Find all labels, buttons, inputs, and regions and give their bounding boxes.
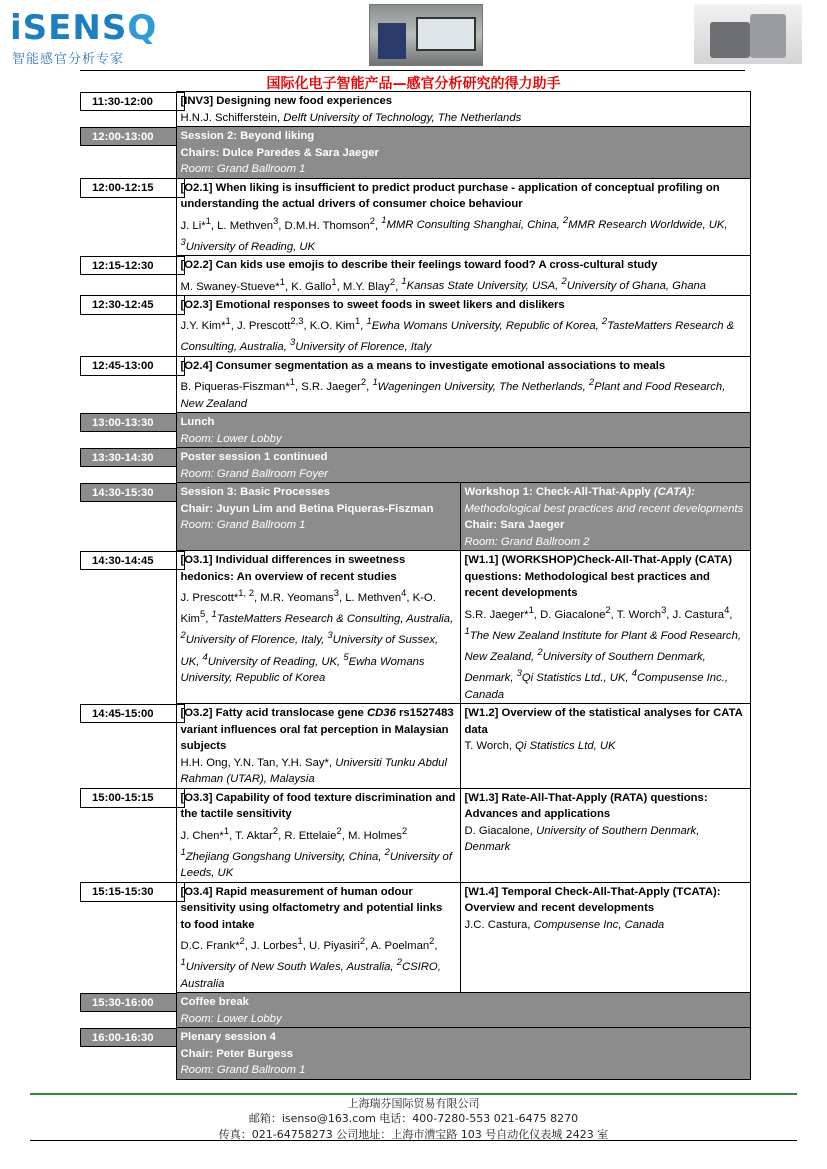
authors: J. Chen*$^1$, T. Aktar$^2$, R. Ettelaie$^2$, M. Holmes$^2$ $^1$Zhejiang Gongshang University, China, $^2$University of Leeds, UK bbox=[180, 824, 452, 880]
time-slot: 15:30-16:00 bbox=[80, 993, 185, 1013]
session-cell-right bbox=[460, 704, 750, 789]
time-slot: 12:00-13:00 bbox=[80, 127, 185, 147]
authors: B. Piqueras-Fiszman*$^1$, S.R. Jaeger$^2$, $^1$Wageningen University, The Netherlands, $^2$Plant and Food Research, New Zealand bbox=[180, 376, 726, 410]
authors: J. Prescott*$^{1, 2}$, M.R. Yeomans$^3$, L. Methven$^4$, K-O. Kim$^5$, $^1$TasteMatters Research & Consulting, Australia, $^2$University of Florence, Italy, $^3$University of Sussex, UK, $^4$University of Reading, UK, $^5$Ewha Womans University, Republic of Korea bbox=[180, 587, 454, 685]
session-title: Coffee break bbox=[180, 996, 249, 1009]
room: Room: Grand Ballroom 1 bbox=[180, 163, 306, 175]
schedule-table bbox=[80, 91, 751, 1080]
session-title: [O3.2] Fatty acid translocase gene CD36 rs1527483 variant influences oral fat perception in Malaysian subjects bbox=[180, 707, 454, 753]
room: Room: Grand Ballroom 1 bbox=[180, 519, 306, 532]
time-slot: 13:30-14:30 bbox=[80, 448, 185, 468]
session-cell-left bbox=[176, 788, 460, 882]
session-title: Session 2: Beyond liking bbox=[180, 130, 315, 142]
session-title: [INV3] Designing new food experiences bbox=[180, 95, 393, 107]
table-row bbox=[80, 413, 750, 448]
table-row bbox=[80, 882, 750, 993]
session-title: Lunch bbox=[180, 416, 215, 429]
footer-divider-bottom bbox=[30, 1140, 797, 1141]
session-cell-right bbox=[460, 788, 750, 882]
session-title: [O2.2] Can kids use emojis to describe their feelings toward food? A cross-cultural study bbox=[180, 259, 658, 272]
session-title: [W1.2] Overview of the statistical analyses for CATA data bbox=[464, 707, 743, 736]
session-cell-left bbox=[176, 704, 460, 789]
room: Room: Grand Ballroom 1 bbox=[180, 1064, 306, 1077]
session-title: [W1.3] Rate-All-That-Apply (RATA) questions: Advances and applications bbox=[464, 791, 708, 821]
session-title: [W1.4] Temporal Check-All-That-Apply (TCATA): Overview and recent developments bbox=[464, 885, 721, 915]
session-cell-right bbox=[460, 882, 750, 993]
time-slot: 12:00-12:15 bbox=[80, 178, 185, 198]
time-slot: 12:45-13:00 bbox=[80, 356, 185, 376]
time-slot: 16:00-16:30 bbox=[80, 1028, 185, 1048]
time-slot: 14:45-15:00 bbox=[80, 704, 185, 724]
time-slot: 12:30-12:45 bbox=[80, 295, 185, 315]
footer-address: 传真：021-64758273 公司地址：上海市漕宝路 103 号自动化仪表城 2423 室 bbox=[218, 1128, 609, 1141]
table-row bbox=[80, 551, 750, 704]
footer-contact: 邮箱：isenso@163.com 电话：400-7280-553 021-6475 8270 bbox=[248, 1112, 579, 1125]
authors: J.C. Castura, Compusense Inc, Canada bbox=[464, 918, 665, 931]
session-subtitle: Methodological best practices and recent developments bbox=[464, 502, 744, 515]
room: Room: Lower Lobby bbox=[180, 432, 282, 445]
session-title: Workshop 1: Check-All-That-Apply (CATA): bbox=[464, 486, 695, 499]
authors: T. Worch, Qi Statistics Ltd, UK bbox=[464, 740, 616, 753]
authors: S.R. Jaeger*$^1$, D. Giacalone$^2$, T. Worch$^3$, J. Castura$^4$, $^1$The New Zealand Institute for Plant & Food Research, New Zealand, $^2$University of Southern Denmark, Denmark, $^3$Qi Statistics Ltd., UK, $^4$Compusense Inc., Canada bbox=[464, 603, 741, 701]
session-title: [O2.1] When liking is insufficient to predict product purchase - application of conceptual profiling on understanding the actual drivers of consumer choice behaviour bbox=[180, 181, 720, 210]
session-title: Plenary session 4 bbox=[180, 1031, 276, 1044]
authors: H.H. Ong, Y.N. Tan, Y.H. Say*, Universiti Tunku Abdul Rahman (UTAR), Malaysia bbox=[180, 756, 447, 786]
device-photo bbox=[694, 4, 802, 64]
session-cell-left bbox=[176, 882, 460, 993]
time-slot: 11:30-12:00 bbox=[80, 92, 185, 112]
session-chair: Chair: Sara Jaeger bbox=[464, 519, 565, 532]
authors: H.N.J. Schifferstein, Delft University of Technology, The Netherlands bbox=[180, 111, 522, 124]
session-cell bbox=[176, 448, 750, 483]
room: Room: Lower Lobby bbox=[180, 1012, 282, 1025]
session-title: [O3.3] Capability of food texture discrimination and the tactile sensitivity bbox=[180, 791, 456, 821]
table-row bbox=[80, 178, 750, 256]
session-title: [O2.4] Consumer segmentation as a means to investigate emotional associations to meals bbox=[180, 359, 666, 372]
session-title: [O3.1] Individual differences in sweetness hedonics: An overview of recent studies bbox=[180, 554, 406, 583]
table-row bbox=[80, 993, 750, 1028]
session-cell bbox=[176, 295, 750, 356]
session-chair: Chair: Juyun Lim and Betina Piqueras-Fiszman bbox=[180, 502, 434, 515]
table-row bbox=[80, 704, 750, 789]
authors: D.C. Frank*$^2$, J. Lorbes$^1$, U. Piyasiri$^2$, A. Poelman$^2$, $^1$University of New South Wales, Australia, $^2$CSIRO, Australia bbox=[180, 935, 441, 990]
slogan: 国际化电子智能产品—感官分析研究的得力助手 bbox=[266, 76, 561, 92]
session-cell-left bbox=[176, 483, 460, 551]
session-cell bbox=[176, 413, 750, 448]
time-slot: 12:15-12:30 bbox=[80, 256, 185, 276]
logo-subtitle: 智能感官分析专家 bbox=[12, 52, 125, 67]
session-cell bbox=[176, 92, 750, 127]
table-row bbox=[80, 127, 750, 179]
time-slot: 15:15-15:30 bbox=[80, 882, 185, 902]
session-chair: Chairs: Dulce Paredes & Sara Jaeger bbox=[180, 146, 379, 159]
session-cell-right bbox=[460, 483, 750, 551]
room: Room: Grand Ballroom 2 bbox=[464, 535, 590, 548]
time-slot: 14:30-14:45 bbox=[80, 551, 185, 571]
table-row bbox=[80, 448, 750, 483]
table-row bbox=[80, 788, 750, 882]
session-title: Poster session 1 continued bbox=[180, 451, 328, 464]
time-slot: 13:00-13:30 bbox=[80, 413, 185, 433]
instrument-photo bbox=[369, 4, 483, 66]
authors: D. Giacalone, University of Southern Denmark, Denmark bbox=[464, 824, 700, 854]
table-row bbox=[80, 92, 750, 127]
table-row bbox=[80, 1028, 750, 1080]
footer-company: 上海瑞芬国际贸易有限公司 bbox=[347, 1097, 480, 1110]
table-row bbox=[80, 295, 750, 356]
time-slot: 15:00-15:15 bbox=[80, 788, 185, 808]
session-cell-left bbox=[176, 551, 460, 704]
time-slot: 14:30-15:30 bbox=[80, 483, 185, 503]
session-title: [W1.1] (WORKSHOP)Check-All-That-Apply (CATA) questions: Methodological best practices and recent developments bbox=[464, 554, 733, 600]
table-row bbox=[80, 483, 750, 551]
session-title: [O3.4] Rapid measurement of human odour sensitivity using olfactometry and potential links to food intake bbox=[180, 885, 443, 931]
session-cell bbox=[176, 178, 750, 256]
room: Room: Grand Ballroom Foyer bbox=[180, 467, 329, 480]
session-title: [O2.3] Emotional responses to sweet foods in sweet likers and dislikers bbox=[180, 298, 565, 311]
table-row bbox=[80, 356, 750, 412]
authors: M. Swaney-Stueve*$^1$, K. Gallo$^1$, M.Y. Blay$^2$, $^1$Kansas State University, USA, $^2$University of Ghana, Ghana bbox=[180, 275, 707, 293]
session-cell bbox=[176, 127, 750, 179]
header-divider bbox=[80, 70, 745, 71]
isensq-logo: iSENSQ 智能感官分析专家 bbox=[10, 8, 158, 67]
authors: J.Y. Kim*$^1$, J. Prescott$^{2,3}$, K.O. Kim$^1$, $^1$Ewha Womans University, Republic of Korea, $^2$TasteMatters Research & Consulting, Australia, $^3$University of Florence, Italy bbox=[180, 315, 735, 354]
session-cell bbox=[176, 993, 750, 1028]
page-header bbox=[0, 0, 827, 72]
session-title: Session 3: Basic Processes bbox=[180, 486, 330, 499]
session-cell bbox=[176, 356, 750, 412]
authors: J. Li*$^1$, L. Methven$^3$, D.M.H. Thomson$^2$, $^1$MMR Consulting Shanghai, China, $^2$MMR Research Worldwide, UK, $^3$University of Reading, UK bbox=[180, 214, 728, 253]
session-cell bbox=[176, 256, 750, 296]
session-cell-right bbox=[460, 551, 750, 704]
session-cell bbox=[176, 1028, 750, 1080]
session-chair: Chair: Peter Burgess bbox=[180, 1047, 293, 1060]
table-row bbox=[80, 256, 750, 296]
